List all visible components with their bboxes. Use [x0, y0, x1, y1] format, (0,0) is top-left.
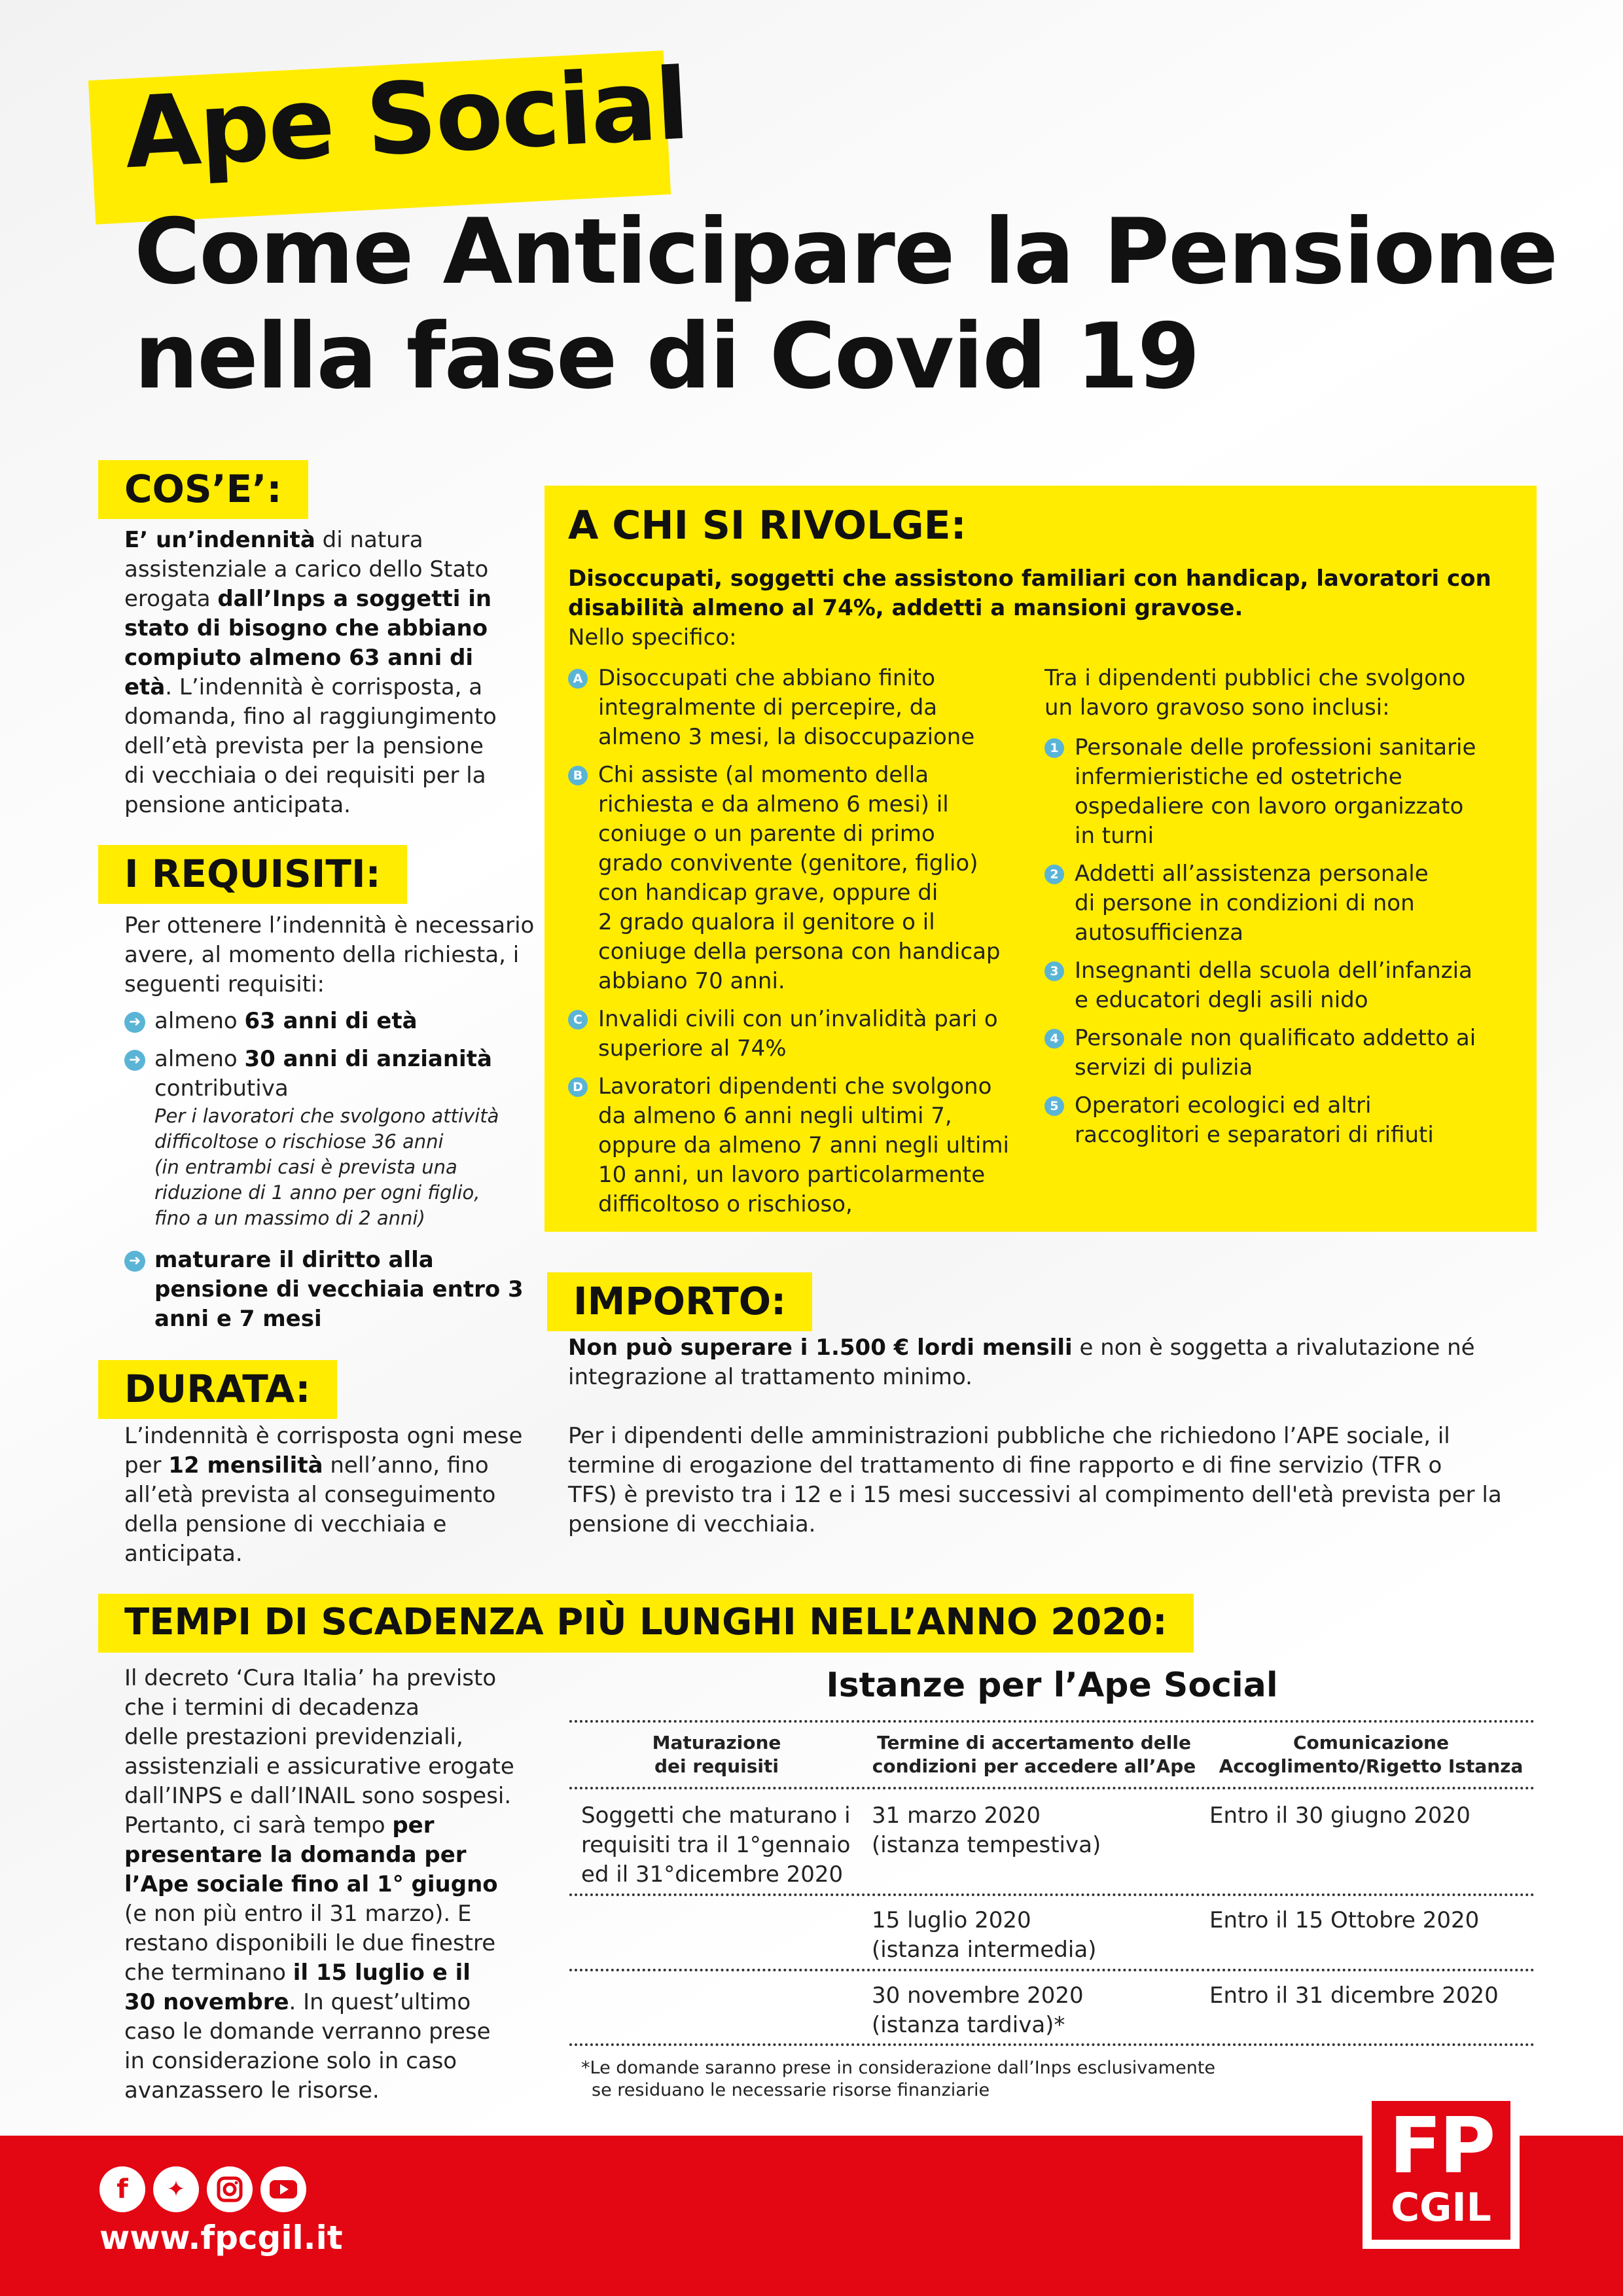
list-marker-1: 1	[1044, 738, 1064, 758]
youtube-icon[interactable]	[260, 2166, 306, 2212]
text-line: delle prestazioni previdenziali,	[124, 1724, 463, 1750]
fp-cgil-logo-mark: FP CGIL	[1372, 2101, 1510, 2240]
list-marker-3: 3	[1044, 961, 1064, 981]
table-rule	[569, 1969, 1535, 1971]
table-cell: 31 marzo 2020 (istanza tempestiva)	[872, 1803, 1101, 1858]
text-line: avanzassero le risorse.	[124, 2077, 380, 2104]
rivolge-summary: Disoccupati, soggetti che assistono familiari con handicap, lavoratori con disabilità almeno al 74%, addetti a mansioni gravose.	[568, 565, 1491, 621]
arrow-right-icon: ➜	[124, 1251, 145, 1272]
table-cell: 15 luglio 2020 (istanza intermedia)	[872, 1907, 1097, 1963]
requisito-vecchiaia: maturare il diritto alla pensione di vecchiaia entro 3 anni e 7 mesi	[154, 1247, 524, 1332]
text-line: età. L’indennità è corrisposta, a	[124, 674, 483, 700]
section-label-durata: DURATA:	[98, 1360, 337, 1419]
importo-text: Non può superare i 1.500 € lordi mensili e non è soggetta a rivalutazione né integrazione al trattamento minimo. Per i dipendenti delle amministrazioni pubbliche che richiedono l’APE sociale, il termine di erogazione del trattamento di fine rapporto e di fine servizio (TFR o TFS) è previsto tra i 12 e i 15 mesi successivi al compimento dell'età prevista per la pensione di vecchiaia.	[568, 1335, 1502, 1537]
rivolge-title: A CHI SI RIVOLGE:	[568, 503, 967, 548]
table-header-termine: Termine di accertamento delle condizioni per accedere all’Ape	[872, 1732, 1196, 1777]
section-label-requisiti: I REQUISITI:	[98, 845, 407, 904]
list-item: Invalidi civili con un’invalidità pari o superiore al 74%	[598, 1006, 998, 1062]
list-marker-5: 5	[1044, 1096, 1064, 1116]
table-cell: Entro il 31 dicembre 2020	[1209, 1982, 1499, 2009]
list-marker-2: 2	[1044, 865, 1064, 884]
list-marker-c: C	[568, 1010, 588, 1030]
text-line: restano disponibili le due finestre	[124, 1930, 496, 1956]
list-item: Personale delle professioni sanitarie infermieristiche ed ostetriche ospedaliere con lavoro organizzato in turni	[1075, 734, 1476, 849]
text-line: (e non più entro il 31 marzo). E	[124, 1901, 472, 1927]
text-line: erogata dall’Inps a soggetti in	[124, 586, 492, 612]
text-line: che i termini di decadenza	[124, 1695, 419, 1721]
text-line: presentare la domanda per	[124, 1842, 467, 1868]
table-footnote: *Le domande saranno prese in considerazione dall’Inps esclusivamente se residuano le necessarie risorse finanziarie	[581, 2058, 1216, 2100]
requisito-eta: almeno 63 anni di età	[154, 1008, 418, 1034]
table-rule	[569, 1720, 1535, 1723]
twitter-icon[interactable]: ✦	[153, 2166, 199, 2212]
rivolge-right-intro: Tra i dipendenti pubblici che svolgono un lavoro gravoso sono inclusi:	[1044, 665, 1466, 721]
table-rule	[569, 2043, 1535, 2046]
text-line: stato di bisogno che abbiano	[124, 615, 488, 641]
list-item: Insegnanti della scuola dell’infanzia e educatori degli asili nido	[1075, 958, 1472, 1013]
table-cell: Soggetti che maturano i requisiti tra il 1°gennaio ed il 31°dicembre 2020	[581, 1803, 851, 1888]
section-label-tempi: TEMPI DI SCADENZA PIÙ LUNGHI NELL’ANNO 2020:	[98, 1594, 1194, 1653]
text-line: di vecchiaia o dei requisiti per la	[124, 762, 486, 789]
text-line: compiuto almeno 63 anni di	[124, 645, 474, 671]
list-item: Disoccupati che abbiano finito integralmente di percepire, da almeno 3 mesi, la disoccupazione	[598, 665, 975, 750]
list-item: Addetti all’assistenza personale di persone in condizioni di non autosufficienza	[1075, 861, 1429, 946]
arrow-right-icon: ➜	[124, 1012, 145, 1033]
text-line: Il decreto ‘Cura Italia’ ha previsto	[124, 1665, 497, 1691]
text-line: caso le domande verranno prese	[124, 2018, 491, 2045]
text-line: Pertanto, ci sarà tempo per	[124, 1812, 435, 1839]
table-rule	[569, 1893, 1535, 1896]
table-header-comunicazione: Comunicazione Accoglimento/Rigetto Istanza	[1219, 1732, 1524, 1777]
website-link[interactable]: www.fpcgil.it	[99, 2219, 343, 2257]
section-label-importo: IMPORTO:	[547, 1272, 812, 1331]
requisito-anzianita: almeno 30 anni di anzianità contributiva Per i lavoratori che svolgono attività difficoltose o rischiose 36 anni (in entrambi casi è prevista una riduzione di 1 anno per ogni figlio, fino a un massimo di 2 anni)	[154, 1046, 499, 1229]
table-title: Istanze per l’Ape Social	[826, 1666, 1278, 1705]
list-marker-d: D	[568, 1077, 588, 1097]
arrow-right-icon: ➜	[124, 1050, 145, 1071]
table-header-maturazione: Maturazione dei requisiti	[652, 1732, 781, 1777]
text-line: in considerazione solo in caso	[124, 2048, 457, 2074]
list-marker-a: A	[568, 669, 588, 689]
text-line: domanda, fino al raggiungimento	[124, 704, 497, 730]
table-cell: Entro il 30 giugno 2020	[1209, 1803, 1471, 1829]
text-line: dall’INPS e dall’INAIL sono sospesi.	[124, 1783, 512, 1809]
list-item: Operatori ecologici ed altri raccoglitori e separatori di rifiuti	[1075, 1092, 1434, 1148]
table-cell: Entro il 15 Ottobre 2020	[1209, 1907, 1480, 1933]
requisiti-intro: Per ottenere l’indennità è necessario avere, al momento della richiesta, i seguenti requisiti:	[124, 912, 535, 997]
cose-text	[124, 526, 543, 820]
list-marker-4: 4	[1044, 1029, 1064, 1049]
text-line: assistenziale a carico dello Stato	[124, 556, 489, 583]
text-line: l’Ape sociale fino al 1° giugno	[124, 1871, 498, 1897]
text-line: che terminano il 15 luglio e il	[124, 1960, 471, 1986]
title-tag: Ape Social	[122, 47, 691, 191]
list-item: Lavoratori dipendenti che svolgono da almeno 6 anni negli ultimi 7, oppure da almeno 7 anni negli ultimi 10 anni, un lavoro particolarmente difficoltoso o rischioso,	[598, 1073, 1009, 1217]
instagram-icon[interactable]	[207, 2166, 253, 2212]
rivolge-specifico: Nello specifico:	[568, 624, 737, 651]
list-marker-b: B	[568, 766, 588, 785]
list-item: Chi assiste (al momento della richiesta e da almeno 6 mesi) il coniuge o un parente di primo grado convivente (genitore, figlio) con handicap grave, oppure di 2 grado qualora il genitore o il coniuge della persona con handicap abbiano 70 anni.	[598, 762, 1001, 994]
list-item: Personale non qualificato addetto ai servizi di pulizia	[1075, 1025, 1476, 1081]
text-line: dell’età prevista per la pensione	[124, 733, 484, 759]
durata-text: L’indennità è corrisposta ogni mese per 12 mensilità nell’anno, fino all’età prevista al conseguimento della pensione di vecchiaia e anticipata.	[124, 1423, 523, 1567]
text-line: assistenziali e assicurative erogate	[124, 1753, 514, 1780]
text-line: pensione anticipata.	[124, 792, 351, 818]
section-label-cose: COS’E’:	[98, 460, 308, 519]
tempi-text	[124, 1664, 543, 2106]
page-title: Come Anticipare la Pensione nella fase di Covid 19	[134, 199, 1558, 409]
text-line: E’ un’indennità di natura	[124, 527, 423, 553]
facebook-icon[interactable]: f	[99, 2166, 145, 2212]
table-cell: 30 novembre 2020 (istanza tardiva)*	[872, 1982, 1084, 2038]
table-rule	[569, 1787, 1535, 1789]
text-line: 30 novembre. In quest’ultimo	[124, 1989, 471, 2015]
